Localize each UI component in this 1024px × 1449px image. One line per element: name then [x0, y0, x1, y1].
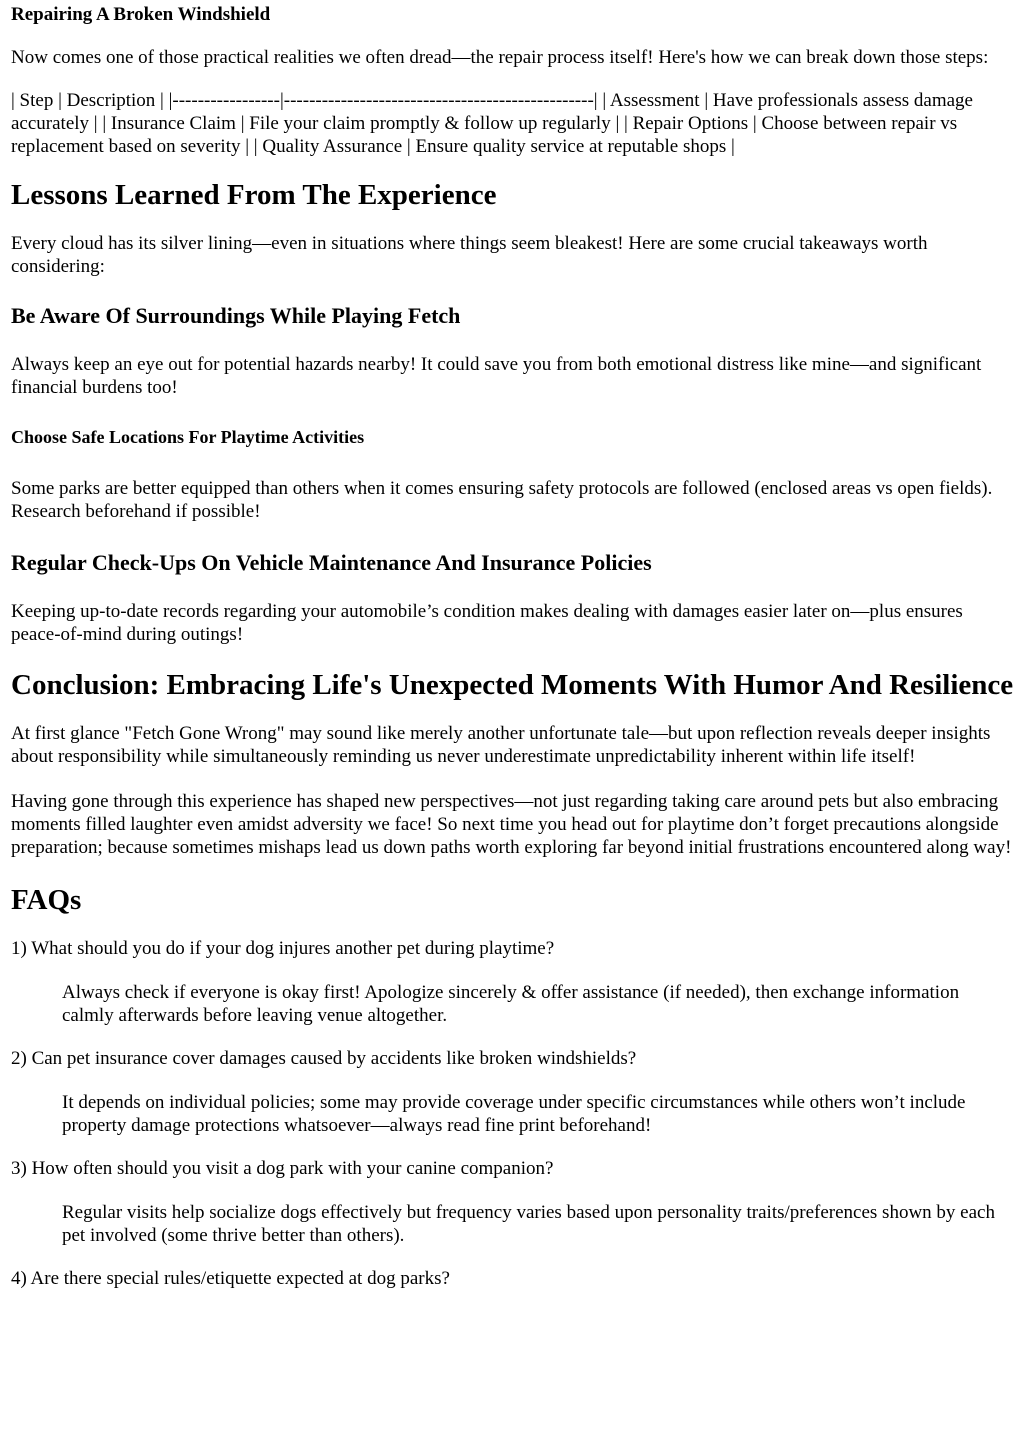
faq-answer-3: Regular visits help socialize dogs effectively but frequency varies based upon personality traits/preferences shown by each pet involved (some thrive better than others). [62, 1202, 995, 1246]
repair-steps-table-text: | Step | Description | |-----------------|-------------------------------------------------| | Assessment | Have professionals assess damage accurately | | Insurance Claim | File your claim promptly & follow up regularly | | Repair Options | Choose between repair vs replacement based on severity | | Quality Assurance | Ensure quality service at reputable shops | [11, 90, 973, 157]
section-heading-repair: Repairing A Broken Windshield [11, 4, 271, 25]
section-heading-conclusion: Conclusion: Embracing Life's Unexpected Moments With Humor And Resilience [11, 669, 1014, 701]
faq-list [11, 937, 1014, 1290]
paragraph-aware-surroundings: Always keep an eye out for potential hazards nearby! It could save you from both emotional distress like mine—and significant financial burdens too! [11, 354, 982, 398]
section-heading-lessons: Lessons Learned From The Experience [11, 179, 497, 211]
paragraph-safe-locations: Some parks are better equipped than others when it comes ensuring safety protocols are followed (enclosed areas vs open fields). Research beforehand if possible! [11, 478, 993, 522]
faq-answer-2: It depends on individual policies; some may provide coverage under specific circumstances while others won’t include property damage protections whatsoever—always read fine print beforehand! [62, 1092, 966, 1136]
faq-question-1: 1) What should you do if your dog injures another pet during playtime? [11, 938, 555, 959]
subheading-safe-locations: Choose Safe Locations For Playtime Activities [11, 427, 365, 447]
repair-intro-paragraph: Now comes one of those practical realities we often dread—the repair process itself! Here's how we can break down those steps: [11, 47, 989, 68]
conclusion-paragraph-1: At first glance "Fetch Gone Wrong" may sound like merely another unfortunate tale—but upon reflection reveals deeper insights about responsibility while simultaneously reminding us never underestimate unpredictability inherent within life itself! [11, 723, 991, 767]
section-heading-faqs: FAQs [11, 884, 82, 916]
subheading-aware-surroundings: Be Aware Of Surroundings While Playing Fetch [11, 303, 461, 328]
faq-question-4: 4) Are there special rules/etiquette expected at dog parks? [11, 1268, 450, 1289]
faq-question-3: 3) How often should you visit a dog park with your canine companion? [11, 1158, 554, 1179]
lessons-intro-paragraph: Every cloud has its silver lining—even in situations where things seem bleakest! Here are some crucial takeaways worth considering: [11, 233, 928, 277]
subheading-vehicle-maintenance: Regular Check-Ups On Vehicle Maintenance And Insurance Policies [11, 550, 652, 575]
faq-answer-1: Always check if everyone is okay first! Apologize sincerely & offer assistance (if needed), then exchange information calmly afterwards before leaving venue altogether. [62, 982, 960, 1026]
article-page [0, 3, 1024, 1290]
conclusion-paragraph-2: Having gone through this experience has shaped new perspectives—not just regarding taking care around pets but also embracing moments filled laughter even amidst adversity we face! So next time you head out for playtime don’t forget precautions alongside preparation; because sometimes mishaps lead us down paths worth exploring far beyond initial frustrations encountered along way! [11, 791, 1012, 858]
paragraph-vehicle-maintenance: Keeping up-to-date records regarding your automobile’s condition makes dealing with damages easier later on—plus ensures peace-of-mind during outings! [11, 601, 963, 645]
faq-question-2: 2) Can pet insurance cover damages caused by accidents like broken windshields? [11, 1048, 637, 1069]
